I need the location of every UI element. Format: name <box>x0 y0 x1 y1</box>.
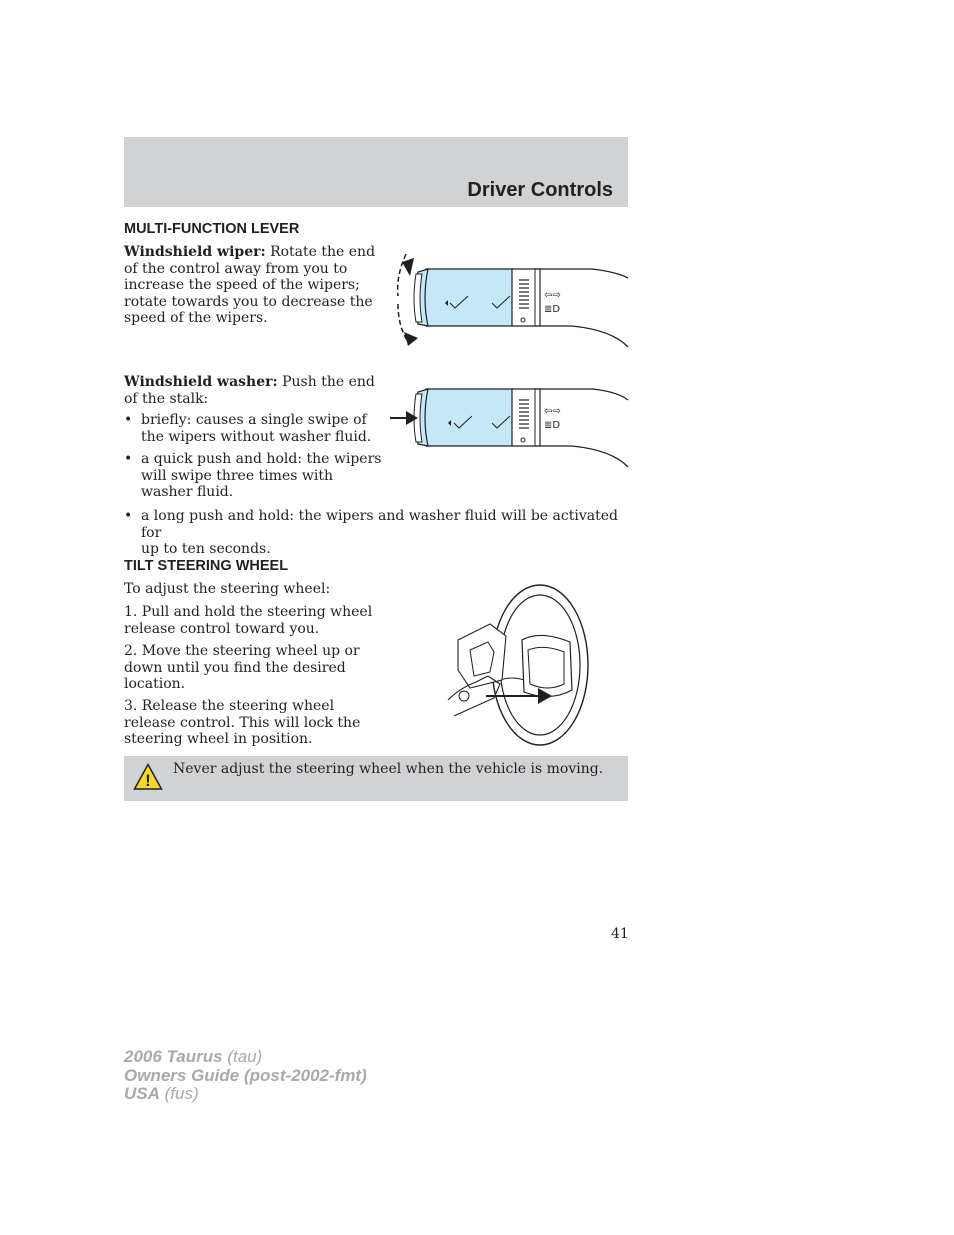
list-item <box>124 412 384 446</box>
wiper-line: Rotate the end <box>265 244 376 260</box>
tilt-intro: To adjust the steering wheel: <box>124 581 331 597</box>
step-line: release control. This will lock the <box>124 714 361 731</box>
header-band <box>124 137 628 207</box>
step-line: location. <box>124 676 186 692</box>
washer-paragraph <box>124 374 375 407</box>
bullet-line: a quick push and hold: the wipers <box>141 451 382 467</box>
footer-guide: Owners Guide (post-2002-fmt) <box>124 1065 367 1085</box>
wiper-line: rotate towards you to decrease the <box>124 293 373 310</box>
washer-line: of the stalk: <box>124 390 209 407</box>
steering-wheel-illustration <box>440 580 600 750</box>
wiper-rotate-illustration <box>392 246 630 351</box>
svg-text:⇦⇨: ⇦⇨ <box>544 406 561 417</box>
step-3 <box>124 698 360 748</box>
bullet-line: a long push and hold: the wipers and washer fluid will be activated for <box>141 508 618 541</box>
footer-model-code: (tau) <box>222 1047 263 1066</box>
step-2 <box>124 643 360 693</box>
list-item <box>124 451 384 501</box>
footer-market-code: (fus) <box>159 1084 199 1103</box>
step-line: steering wheel in position. <box>124 731 313 747</box>
bullet-mark: • <box>124 508 133 524</box>
wiper-line: increase the speed of the wipers; <box>124 277 360 293</box>
warning-mark: ! <box>145 771 151 790</box>
page-number: 41 <box>611 926 629 942</box>
washer-push-illustration <box>388 380 630 470</box>
bullet-line: washer fluid. <box>141 484 234 500</box>
warning-triangle-icon <box>133 763 163 791</box>
page-title: Driver Controls <box>467 179 613 201</box>
bullet-mark: • <box>124 451 133 467</box>
bullet-line: up to ten seconds. <box>141 541 271 557</box>
step-line: 3. Release the steering wheel <box>124 698 335 714</box>
svg-text:≣D: ≣D <box>544 304 561 315</box>
warning-box <box>124 756 628 801</box>
bullet-line: briefly: causes a single swipe of <box>141 412 367 428</box>
document-footer <box>124 1048 367 1104</box>
wiper-line: of the control away from you to <box>124 260 348 277</box>
svg-text:⇦⇨: ⇦⇨ <box>544 290 561 301</box>
washer-label: Windshield washer: <box>124 374 278 390</box>
svg-text:≣D: ≣D <box>544 420 561 431</box>
bullet-line: will swipe three times with <box>141 467 333 484</box>
section-heading-multi-function-lever: MULTI-FUNCTION LEVER <box>124 221 300 237</box>
footer-market: USA <box>124 1084 160 1103</box>
bullet-line: the wipers without washer fluid. <box>141 428 372 445</box>
footer-model: 2006 Taurus <box>124 1047 223 1066</box>
step-line: down until you find the desired <box>124 659 346 676</box>
washer-line: Push the end <box>277 374 375 390</box>
wiper-label: Windshield wiper: <box>124 244 266 260</box>
bullet-mark: • <box>124 412 133 428</box>
wiper-paragraph <box>124 244 375 327</box>
section-heading-tilt-steering-wheel: TILT STEERING WHEEL <box>124 558 289 574</box>
step-line: 2. Move the steering wheel up or <box>124 643 360 659</box>
step-line: 1. Pull and hold the steering wheel <box>124 604 373 620</box>
step-line: release control toward you. <box>124 620 320 637</box>
warning-text: Never adjust the steering wheel when the vehicle is moving. <box>173 761 604 777</box>
step-1 <box>124 604 372 637</box>
list-item <box>124 508 628 557</box>
wiper-line: speed of the wipers. <box>124 310 268 326</box>
